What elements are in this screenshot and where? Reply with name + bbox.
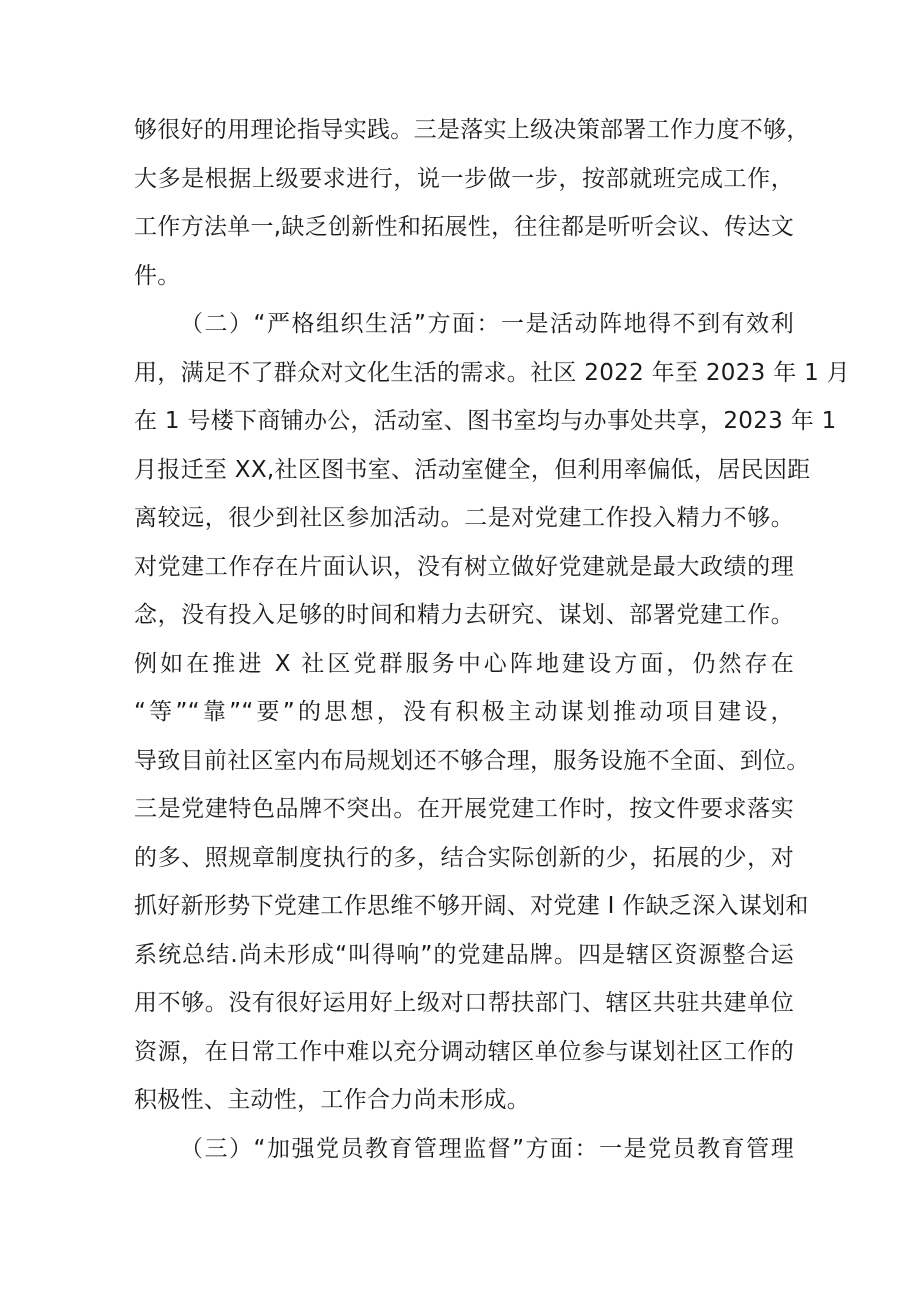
text-line: 三是党建特色品牌不突出。在开展党建工作时，按文件要求落实 (134, 796, 794, 822)
text-line: 用不够。没有很好运用好上级对口帮扶部门、辖区共驻共建单位 (134, 990, 794, 1016)
text-line: 件。 (134, 262, 181, 289)
document-body (134, 106, 850, 1173)
text-line: 大多是根据上级要求进行，说一步做一步，按部就班完成工作， (134, 165, 794, 192)
section-heading-line: （二）“严格组织生活”方面：一是活动阵地得不到有效利 (180, 311, 794, 337)
text-line: “等”“靠”“要”的思想，没有积极主动谋划推动项目建设， (134, 699, 794, 725)
text-line: 资源，在日常工作中难以充分调动辖区单位参与谋划社区工作的 (134, 1038, 794, 1065)
text-line: 导致目前社区室内布局规划还不够合理，服务设施不全面、到位。 (134, 747, 810, 774)
text-line: 抓好新形势下党建工作思维不够开阔、对党建 I 作缺乏深入谋划和 (134, 893, 809, 919)
text-line: 月报迁至 XX,社区图书室、活动室健全，但利用率偏低，居民因距 (134, 456, 811, 483)
text-line: 积极性、主动性，工作合力尚未形成。 (134, 1087, 531, 1113)
text-line: 用，满足不了群众对文化生活的需求。社区 2022 年至 2023 年 1 月 (134, 359, 850, 386)
text-line: 够很好的用理论指导实践。三是落实上级决策部署工作力度不够， (134, 117, 810, 143)
text-line: 例如在推进 X 社区党群服务中心阵地建设方面，仍然存在 (134, 650, 794, 677)
section-heading-line: （三）“加强党员教育管理监督”方面：一是党员教育管理 (180, 1135, 794, 1162)
text-line: 系统总结.尚未形成“叫得响”的党建品牌。四是辖区资源整合运 (134, 941, 794, 968)
text-line: 的多、照规章制度执行的多，结合实际创新的少，拓展的少，对 (134, 844, 794, 871)
text-line: 离较远，很少到社区参加活动。二是对党建工作投入精力不够。 (134, 505, 794, 531)
text-line: 工作方法单一,缺乏创新性和拓展性，往往都是听听会议、传达文 (134, 214, 795, 240)
text-line: 念，没有投入足够的时间和精力去研究、谋划、部署党建工作。 (134, 602, 794, 628)
text-line: 在 1 号楼下商铺办公，活动室、图书室均与办事处共享，2023 年 1 (134, 408, 837, 434)
text-line: 对党建工作存在片面认识，没有树立做好党建就是最大政绩的理 (134, 553, 794, 580)
